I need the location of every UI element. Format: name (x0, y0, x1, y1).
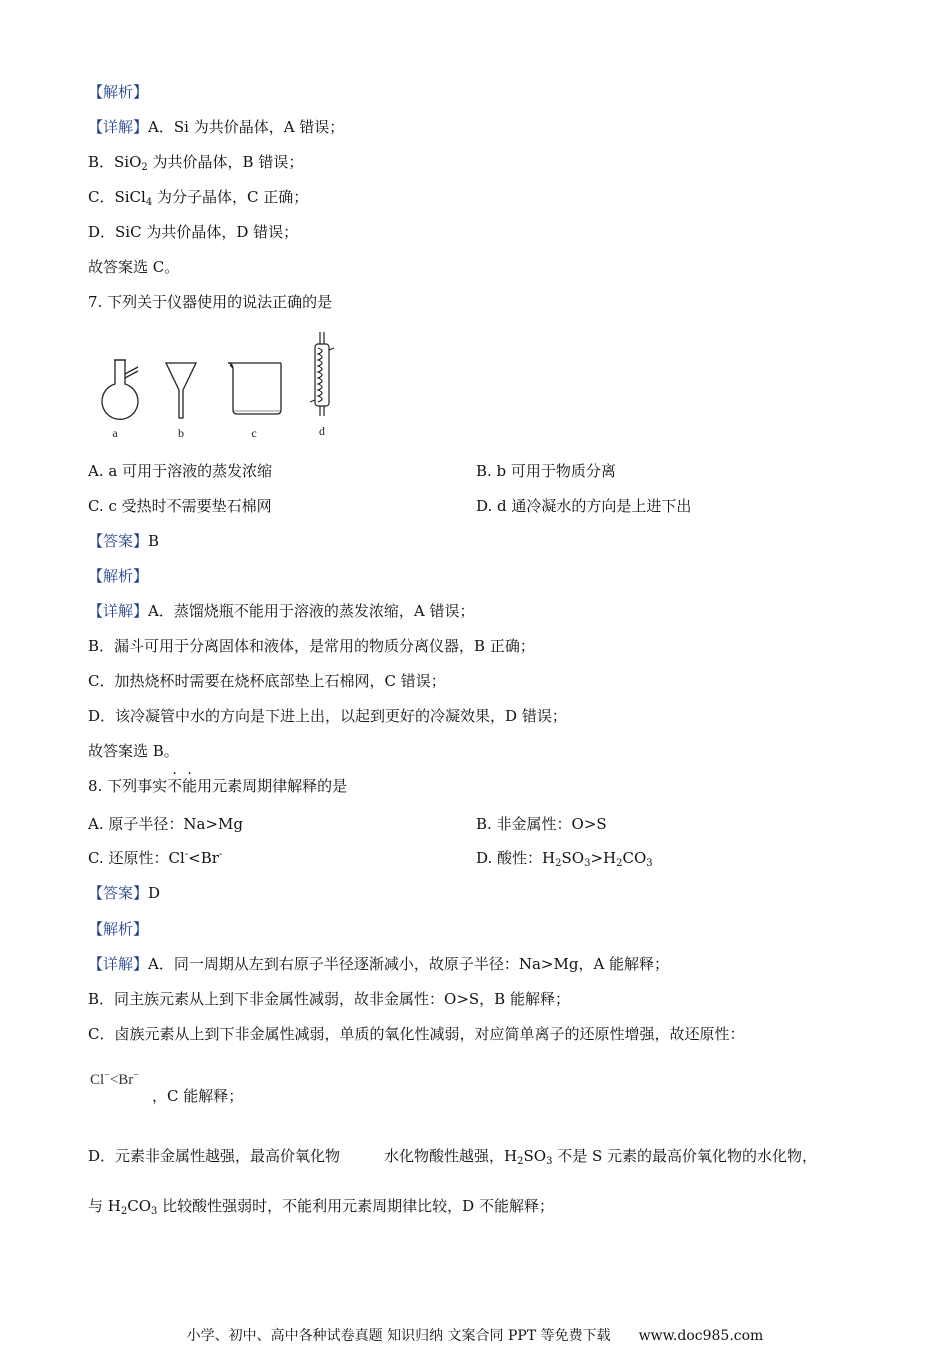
option-a: A. a 可用于溶液的蒸发浓缩 (88, 462, 273, 480)
detail-tag: 【详解】 (88, 602, 149, 620)
detail-line-c: C．卤族元素从上到下非金属性减弱，单质的氧化性减弱，对应简单离子的还原性增强，故还原性： (88, 1025, 745, 1043)
distillation-flask-icon (102, 360, 138, 419)
detail-line-c-tail: ，C 能解释； (152, 1087, 244, 1105)
detail-line-c: C．加热烧杯时需要在烧杯底部垫上石棉网，C 错误； (88, 672, 446, 690)
detail-line-a: 【详解】A．Si 为共价晶体，A 错误； (88, 118, 345, 136)
analysis-tag: 【解析】 (88, 920, 149, 938)
answer-line (88, 531, 159, 551)
beaker-icon (228, 363, 281, 414)
option-d: D. d 通冷凝水的方向是上进下出 (476, 497, 692, 515)
detail-line-b: B．同主族元素从上到下非金属性减弱，故非金属性：O>S，B 能解释； (88, 990, 570, 1008)
detail-line-b: B．SiO$_2$ 为共价晶体，B 错误； (88, 153, 304, 173)
analysis-tag: 【解析】 (88, 83, 149, 101)
detail-line-b: B．漏斗可用于分离固体和液体，是常用的物质分离仪器，B 正确； (88, 637, 535, 655)
detail-tag: 【详解】 (88, 955, 149, 973)
answer-value: B (148, 532, 160, 550)
option-a: A. 原子半径：Na>Mg (88, 815, 243, 833)
figure-label-b: b (178, 426, 184, 440)
option-c: C. c 受热时不需要垫石棉网 (88, 497, 272, 515)
detail-line-d: D．元素非金属性越强，最高价氧化物 水化物酸性越强，$H_2SO_3$ 不是 S 元素的最高价氧化物的水化物， (88, 1147, 818, 1167)
option-c: C. 还原性：Cl-<Br- (88, 849, 223, 867)
detail-line-d: D．该冷凝管中水的方向是下进上出，以起到更好的冷凝效果，D 错误； (88, 707, 567, 725)
page-footer: 小学、初中、高中各种试卷真题 知识归纳 文案合同 PPT 等免费下载 www.doc985.com (186, 1328, 764, 1344)
analysis-tag: 【解析】 (88, 567, 149, 585)
figure-label-a: a (112, 426, 118, 440)
condenser-icon (310, 332, 334, 416)
answer-tag: 【答案】 (88, 884, 149, 902)
question-8-stem: 8. 下列事实不能用元素周期律解释的是 (88, 777, 348, 795)
formula-image: Cl−<Br− (90, 1070, 139, 1088)
question-7-stem: 7. 下列关于仪器使用的说法正确的是 (88, 293, 333, 311)
detail-line-a: 【详解】A．同一周期从左到右原子半径逐渐减小，故原子半径：Na>Mg，A 能解释； (88, 955, 670, 973)
detail-line-c: C．SiCl$_4$ 为分子晶体，C 正确； (88, 188, 309, 208)
apparatus-figure (92, 330, 352, 442)
detail-tag: 【详解】 (88, 118, 149, 136)
figure-label-c: c (251, 426, 257, 440)
conclusion: 故答案选 C。 (88, 258, 180, 276)
detail-line-d-cont: 与 $H_2CO_3$ 比较酸性强弱时，不能利用元素周期律比较，D 不能解释； (88, 1197, 554, 1217)
emphasis-char: 能 (182, 777, 198, 795)
emphasis-char: 不 (167, 777, 183, 795)
answer-line (88, 883, 160, 903)
detail-line-a: 【详解】A．蒸馏烧瓶不能用于溶液的蒸发浓缩，A 错误； (88, 602, 475, 620)
answer-tag: 【答案】 (88, 532, 149, 550)
option-d: D. 酸性：$H_2SO_3>H_2CO_3$ (476, 849, 653, 869)
detail-line-d: D．SiC 为共价晶体，D 错误； (88, 223, 299, 241)
option-b: B. 非金属性：O>S (476, 815, 607, 833)
conclusion: 故答案选 B。 (88, 742, 179, 760)
answer-value: D (148, 884, 161, 902)
option-b: B. b 可用于物质分离 (476, 462, 616, 480)
figure-label-d: d (319, 424, 325, 438)
funnel-icon (166, 363, 196, 418)
